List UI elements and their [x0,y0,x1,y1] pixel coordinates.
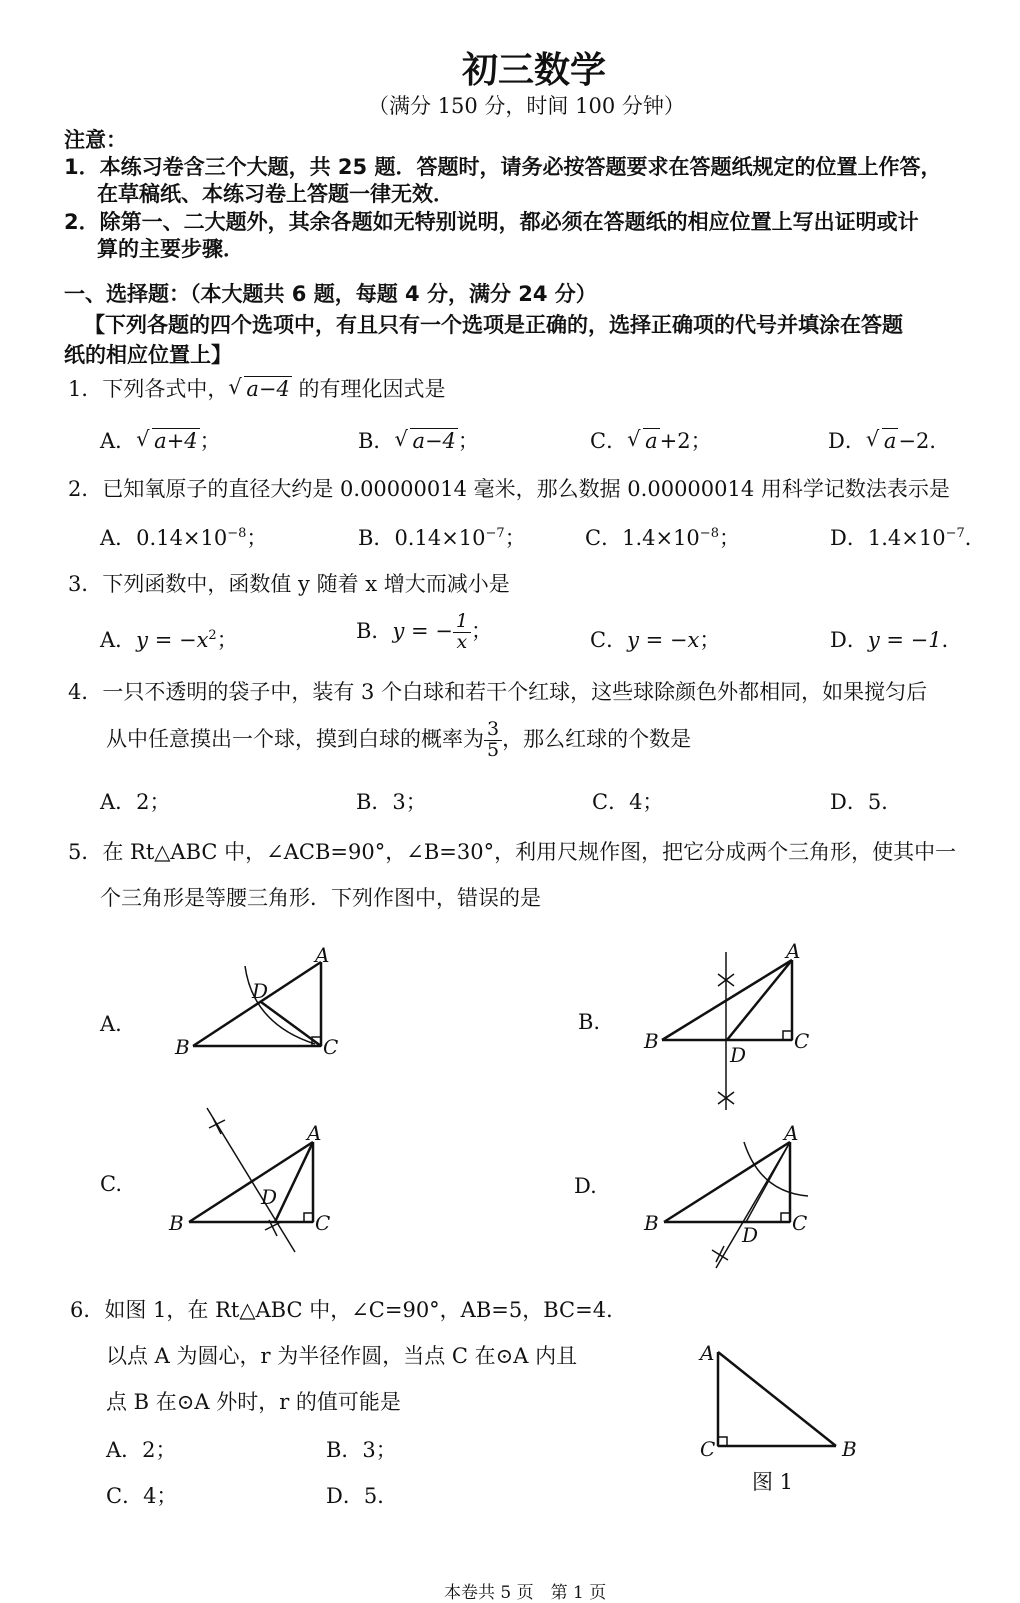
point-d-label: D [252,979,269,1003]
notice-heading: 注意： [64,128,127,152]
section-instruction: 【下列各题的四个选项中，有且只有一个选项是正确的，选择正确项的代号并填涂在答题 [84,313,903,337]
point-c-label: C [794,1029,810,1053]
point-c-label: C [792,1211,808,1235]
question-4-option-d[interactable]: D．5． [830,790,903,814]
point-d-label: D [261,1185,278,1209]
question-3-stem: 3．下列函数中，函数值 y 随着 x 增大而减小是 [68,572,510,596]
page-title: 初三数学 [462,50,607,91]
figure-5a [165,940,355,1060]
point-a-label: A [315,943,330,967]
question-1-stem: 1．下列各式中，√ a−4 的有理化因式是 [68,373,446,403]
figure-5d [640,1100,820,1280]
point-b-label: B [169,1211,184,1235]
question-3-option-d[interactable]: D．y = −1． [830,628,963,652]
question-5-option-b[interactable]: B. [578,1010,601,1034]
section-instruction-cont: 纸的相应位置上】 [64,343,232,367]
question-6-stem: 6．如图 1，在 Rt△ABC 中，∠C=90°，AB=5，BC=4． [70,1298,628,1322]
question-1-option-c[interactable]: C．√ a+2； [590,425,712,455]
point-a-label: A [700,1341,715,1365]
point-a-label: A [784,1121,799,1145]
figure-5c [165,1100,345,1260]
page-subtitle: （满分 150 分，时间 100 分钟） [368,94,685,118]
question-3-option-b[interactable]: B．y = − $\frac{1}{x}$ ； [356,610,492,653]
question-2-stem: 2．已知氧原子的直径大约是 0.00000014 毫米，那么数据 0.00000014 用科学记数法表示是 [68,477,950,501]
question-3-option-c[interactable]: C．y = −x； [590,628,721,652]
point-b-label: B [644,1029,659,1053]
point-b-label: B [842,1437,857,1461]
question-2-option-d[interactable]: D．$1.4\times 10^{-7}$． [830,526,986,550]
question-6-option-a[interactable]: A．2； [106,1438,177,1462]
question-4-option-c[interactable]: C．4； [592,790,664,814]
figure-5b [640,938,820,1118]
question-2-option-c[interactable]: C．$1.4\times 10^{-8}$； [585,526,740,550]
question-1-option-b[interactable]: B．√ a−4； [358,425,479,455]
question-5-stem-cont: 个三角形是等腰三角形．下列作图中，错误的是 [100,886,541,910]
point-c-label: C [700,1437,716,1461]
figure-1-caption: 图 1 [752,1470,794,1494]
question-1-option-a[interactable]: A．√ a+4； [100,425,221,455]
notice-item-2-cont: 算的主要步骤． [97,237,244,261]
notice-item-2: 2．除第一、二大题外，其余各题如无特别说明，都必须在答题纸的相应位置上写出证明或计 [64,210,919,234]
section-heading: 一、选择题：（本大题共 6 题，每题 4 分，满分 24 分） [64,282,597,306]
question-5-option-a[interactable]: A. [100,1012,122,1036]
point-b-label: B [175,1035,190,1059]
notice-item-1-cont: 在草稿纸、本练习卷上答题一律无效． [97,182,454,206]
question-5-option-d[interactable]: D. [574,1174,597,1198]
page-footer: 本卷共 5 页 第 1 页 [444,1583,607,1603]
question-5-stem: 5．在 Rt△ABC 中，∠ACB=90°，∠B=30°，利用尺规作图，把它分成两个三角形，使其中一 [68,840,957,864]
notice-item-1: 1．本练习卷含三个大题，共 25 题．答题时，请务必按答题要求在答题纸规定的位置上作答， [64,155,942,179]
question-4-option-b[interactable]: B．3； [356,790,427,814]
point-b-label: B [644,1211,659,1235]
question-2-option-b[interactable]: B．$0.14\times 10^{-7}$； [358,526,526,550]
question-3-option-a[interactable]: A．$y = -x^2$； [100,628,238,652]
point-c-label: C [315,1211,331,1235]
question-4-stem-cont: 从中任意摸出一个球，摸到白球的概率为 $\frac{3}{5}$ ，那么红球的个数是 [106,718,692,761]
question-2-option-a[interactable]: A．$0.14\times 10^{-8}$； [100,526,268,550]
question-5-option-c[interactable]: C. [100,1172,122,1196]
question-4-stem: 4．一只不透明的袋子中，装有 3 个白球和若干个红球，这些球除颜色外都相同，如果搅匀后 [68,680,928,704]
question-6-stem-cont-1: 以点 A 为圆心，r 为半径作圆，当点 C 在⊙A 内且 [106,1344,578,1368]
question-4-option-a[interactable]: A．2； [100,790,171,814]
point-d-label: D [742,1223,759,1247]
point-d-label: D [730,1043,747,1067]
question-6-stem-cont-2: 点 B 在⊙A 外时，r 的值可能是 [106,1390,401,1414]
question-6-option-c[interactable]: C．4； [106,1484,178,1508]
point-a-label: A [307,1121,322,1145]
point-a-label: A [786,939,801,963]
figure-1 [696,1336,866,1466]
point-c-label: C [323,1035,339,1059]
question-6-option-b[interactable]: B．3； [326,1438,397,1462]
question-6-option-d[interactable]: D．5． [326,1484,399,1508]
question-1-option-d[interactable]: D．√ a−2． [828,425,950,455]
